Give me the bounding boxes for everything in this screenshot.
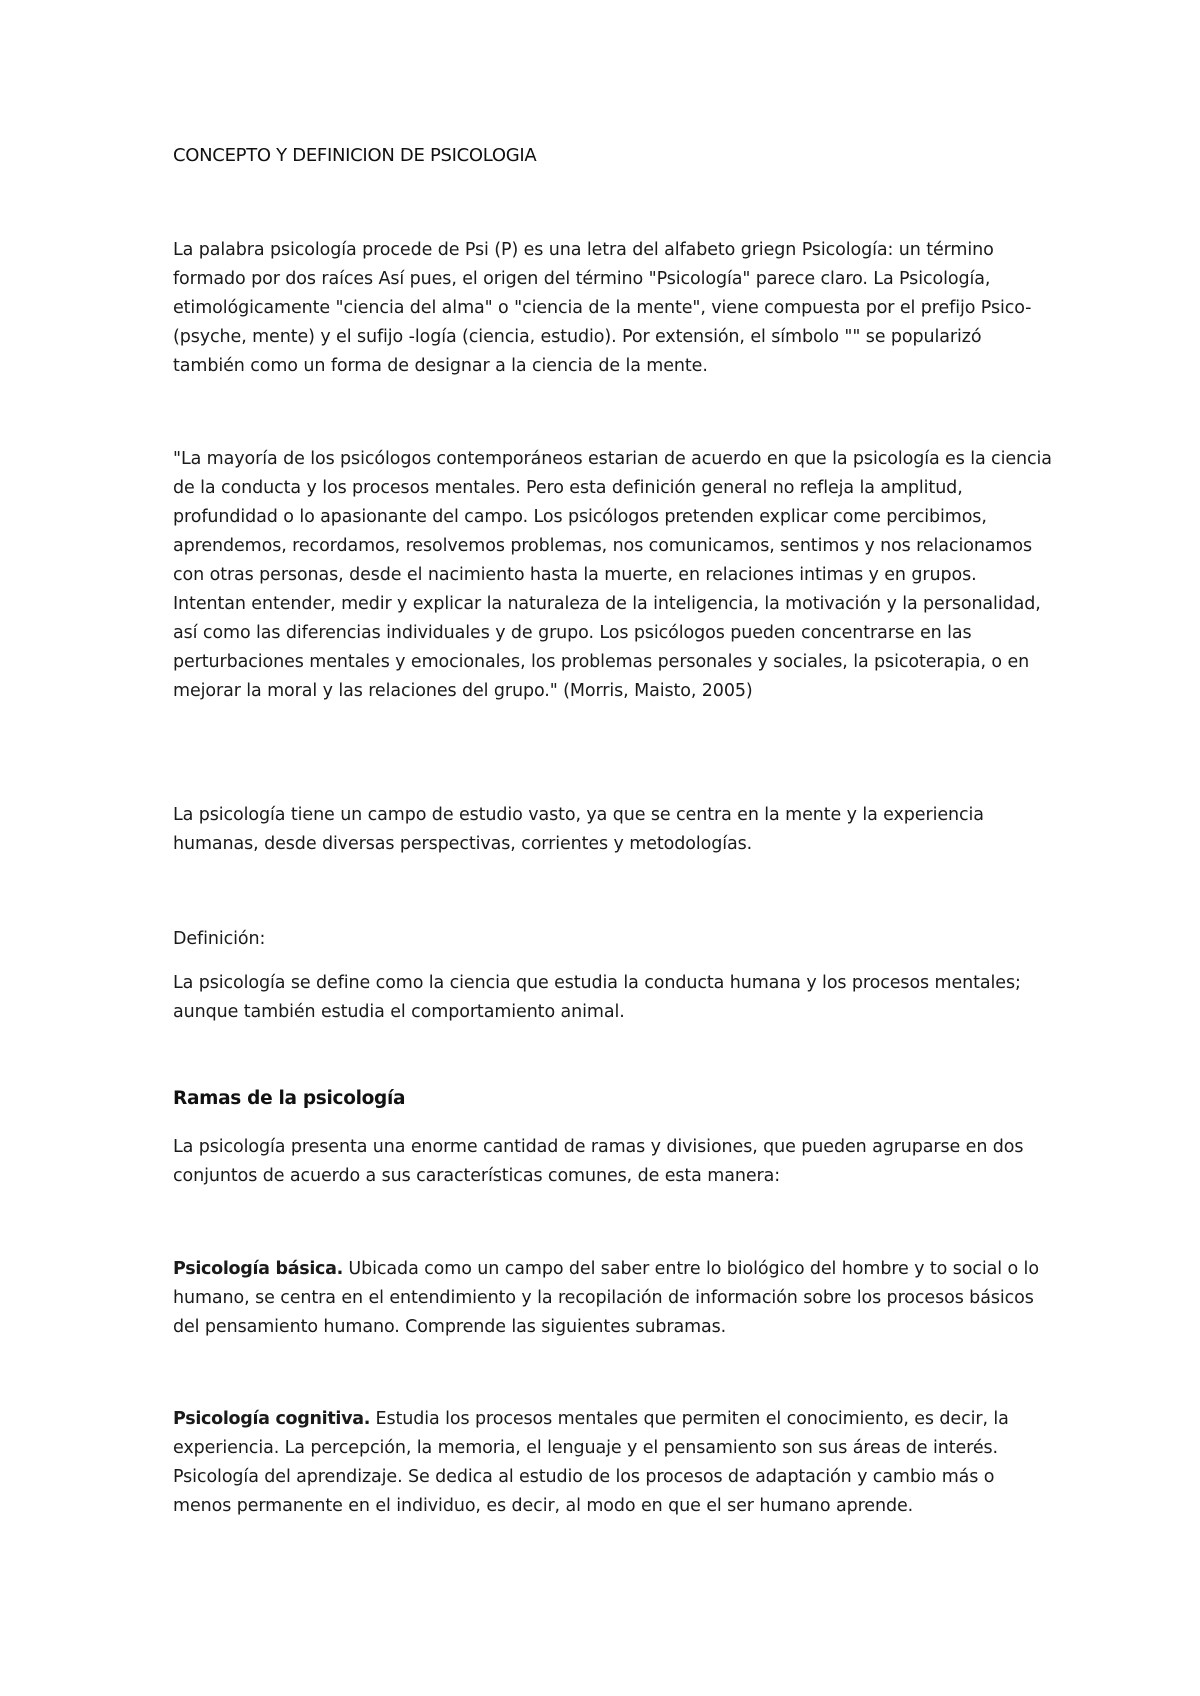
branches-intro-paragraph: La psicología presenta una enorme cantidad de ramas y divisiones, que pueden agruparse en dos conjuntos de acuerdo a sus características comunes, de esta manera: — [173, 1137, 1024, 1186]
cognitive-psychology-text: Estudia los procesos mentales que permiten el conocimiento, es decir, la experiencia. La percepción, la memoria, el lenguaje y el pensamiento son sus áreas de interés. Psicología del aprendizaje. Se dedica al estudio de los procesos de adaptación y cambio más o menos permanente en el individuo, es decir, al modo en que el ser humano aprende. — [173, 1409, 1009, 1516]
branches-heading: Ramas de la psicología — [173, 1088, 406, 1109]
quote-paragraph: "La mayoría de los psicólogos contemporáneos estarian de acuerdo en que la psicología es la ciencia de la conducta y los procesos mentales. Pero esta definición general no refleja la amplitud, profundidad o lo apasionante del campo. Los psicólogos pretenden explicar come percibimos, aprendemos, recordamos, resolvemos problemas, nos comunicamos, sentimos y nos relacionamos con otras personas, desde el nacimiento hasta la muerte, en relaciones intimas y en grupos. Intentan entender, medir y explicar la naturaleza de la inteligencia, la motivación y la personalidad, así como las diferencias individuales y de grupo. Los psicólogos pueden concentrarse en las perturbaciones mentales y emocionales, los problemas personales y sociales, la psicoterapia, o en mejorar la moral y las relaciones del grupo." (Morris, Maisto, 2005) — [173, 449, 1052, 701]
basic-psychology-text: Ubicada como un campo del saber entre lo biológico del hombre y to social o lo humano, se centra en el entendimiento y la recopilación de información sobre los procesos básicos del pensamiento humano. Comprende las siguientes subramas. — [173, 1259, 1039, 1337]
cognitive-psychology-term: Psicología cognitiva. — [173, 1409, 371, 1429]
scope-paragraph: La psicología tiene un campo de estudio vasto, ya que se centra en la mente y la experiencia humanas, desde diversas perspectivas, corrientes y metodologías. — [173, 805, 984, 854]
definition-label: Definición: — [173, 929, 266, 949]
document-title: CONCEPTO Y DEFINICION DE PSICOLOGIA — [173, 145, 537, 166]
definition-paragraph: La psicología se define como la ciencia que estudia la conducta humana y los procesos mentales; aunque también estudia el comportamiento animal. — [173, 973, 1021, 1022]
etymology-paragraph: La palabra psicología procede de Psi (P) es una letra del alfabeto griegn Psicología: un término formado por dos raíces Así pues, el origen del término "Psicología" parece claro. La Psicología, etimológicamente "ciencia del alma" o "ciencia de la mente", viene compuesta por el prefijo Psico- (psyche, mente) y el sufijo -logía (ciencia, estudio). Por extensión, el símbolo "" se popularizó también como un forma de designar a la ciencia de la mente. — [173, 240, 1032, 376]
basic-psychology-paragraph — [173, 1255, 1053, 1342]
cognitive-psychology-paragraph — [173, 1405, 1053, 1521]
basic-psychology-term: Psicología básica. — [173, 1259, 343, 1279]
